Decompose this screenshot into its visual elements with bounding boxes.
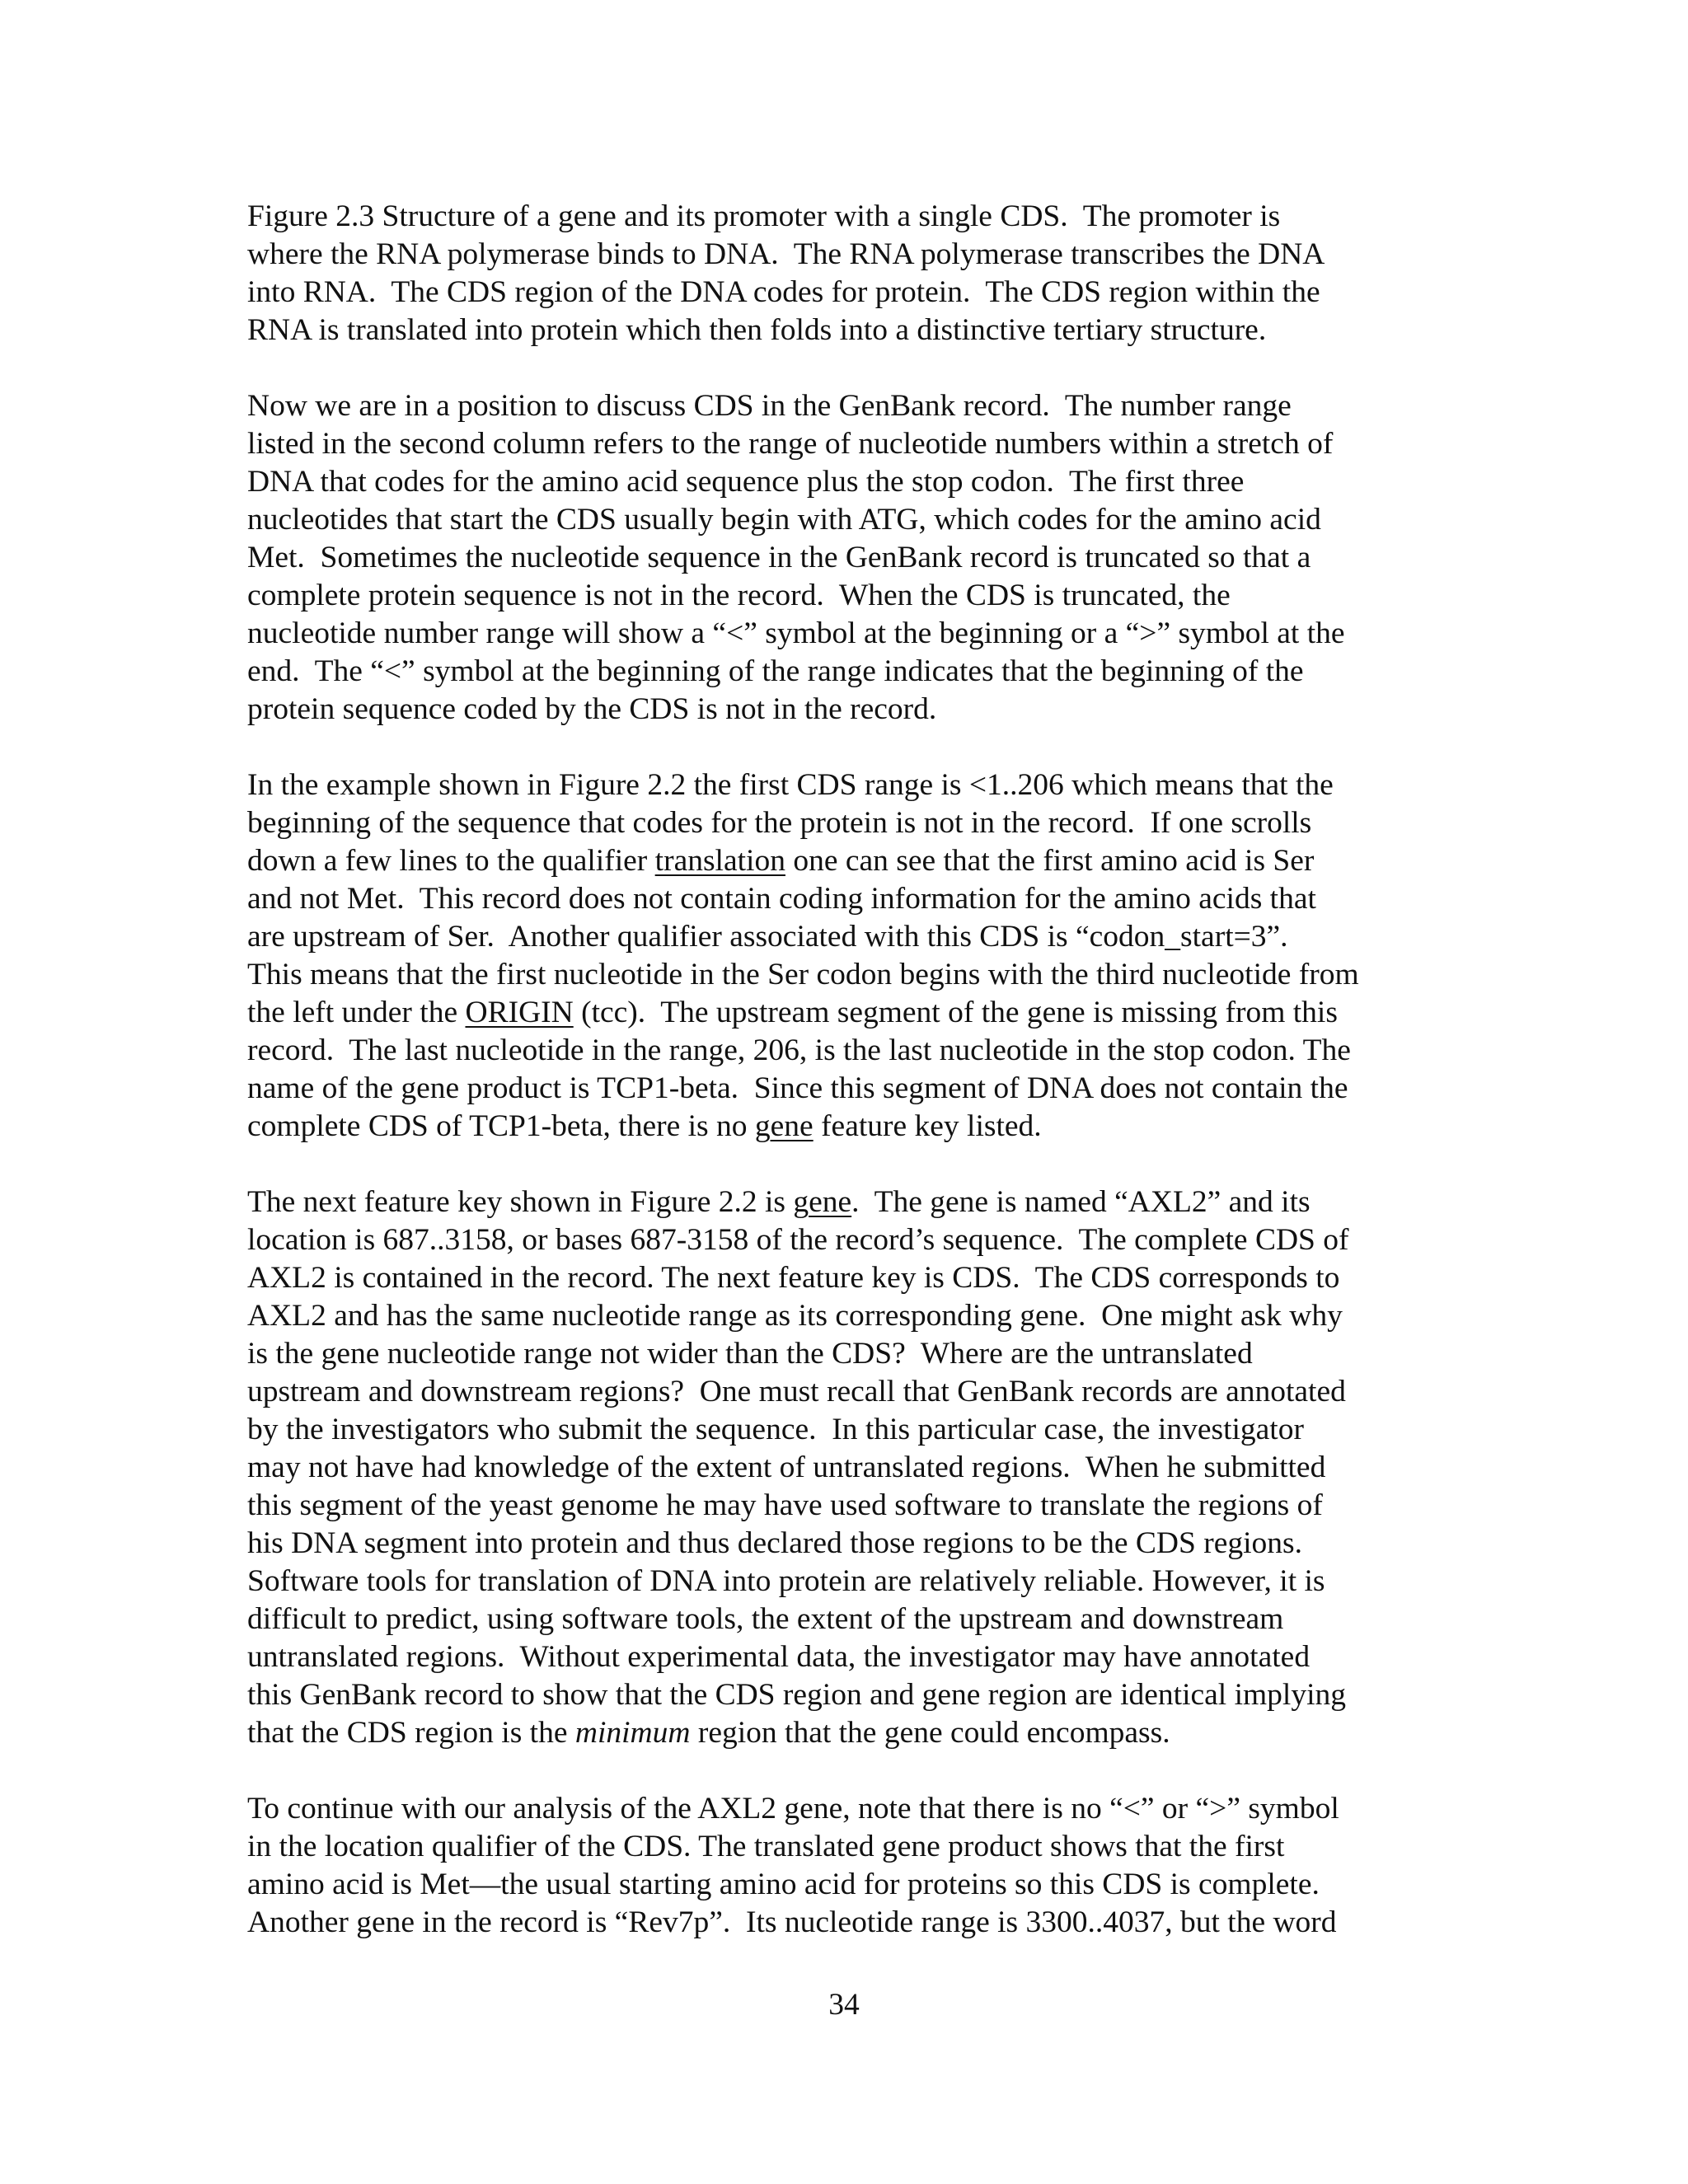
- text-segment: This means that the first nucleotide in the Ser codon begins with the third nucleotide from: [247, 958, 1359, 991]
- text-segment: complete protein sequence is not in the record. When the CDS is truncated, the: [247, 579, 1231, 612]
- text-line: [247, 387, 1434, 425]
- text-segment: region that the gene could encompass.: [690, 1716, 1170, 1750]
- text-line: [247, 994, 1434, 1032]
- text-line: [247, 1487, 1434, 1525]
- text-segment: that the CDS region is the: [247, 1716, 575, 1750]
- text-line: [247, 1032, 1434, 1070]
- text-line: [247, 1070, 1434, 1108]
- text-line: [247, 1866, 1434, 1904]
- text-segment: upstream and downstream regions? One must recall that GenBank records are annotated: [247, 1375, 1346, 1408]
- text-segment: by the investigators who submit the sequence. In this particular case, the investigator: [247, 1413, 1304, 1446]
- text-segment: into RNA. The CDS region of the DNA codes for protein. The CDS region within the: [247, 275, 1320, 309]
- text-segment: RNA is translated into protein which then folds into a distinctive tertiary structure.: [247, 313, 1267, 347]
- text-segment: Now we are in a position to discuss CDS in the GenBank record. The number range: [247, 389, 1292, 423]
- text-segment: this GenBank record to show that the CDS region and gene region are identical implying: [247, 1678, 1347, 1712]
- text-segment: AXL2 is contained in the record. The next feature key is CDS. The CDS corresponds to: [247, 1261, 1340, 1295]
- text-segment: one can see that the first amino acid is Ser: [785, 844, 1315, 878]
- text-segment: Another gene in the record is “Rev7p”. Its nucleotide range is 3300..4037, but the word: [247, 1905, 1337, 1939]
- text-line: [247, 804, 1434, 842]
- text-line: [247, 274, 1434, 312]
- text-line: [247, 1221, 1434, 1259]
- text-line: [247, 1183, 1434, 1221]
- text-line: [247, 1411, 1434, 1449]
- text-segment: feature key listed.: [813, 1109, 1042, 1143]
- text-segment: nucleotide number range will show a “<” symbol at the beginning or a “>” symbol at the: [247, 616, 1345, 650]
- paragraph-axl2-gene: [247, 1183, 1434, 1752]
- text-segment: To continue with our analysis of the AXL2 gene, note that there is no “<” or “>” symbol: [247, 1792, 1339, 1825]
- text-segment: are upstream of Ser. Another qualifier associated with this CDS is “codon_start=3”.: [247, 920, 1288, 954]
- text-segment: end. The “<” symbol at the beginning of the range indicates that the beginning of the: [247, 654, 1304, 688]
- text-line: [247, 1790, 1434, 1828]
- text-segment: untranslated regions. Without experimental data, the investigator may have annotated: [247, 1640, 1311, 1674]
- text-line: [247, 501, 1434, 539]
- text-line: [247, 1563, 1434, 1601]
- text-line: [247, 312, 1434, 349]
- paragraph-axl2-continued: [247, 1790, 1434, 1942]
- text-line: [247, 956, 1434, 994]
- text-line: [247, 236, 1434, 274]
- text-line: [247, 1525, 1434, 1563]
- text-segment: Met. Sometimes the nucleotide sequence in the GenBank record is truncated so that a: [247, 541, 1311, 574]
- text-segment: the left under the: [247, 996, 466, 1029]
- text-segment: is the gene nucleotide range not wider than the CDS? Where are the untranslated: [247, 1337, 1253, 1371]
- text-line: [247, 1904, 1434, 1942]
- text-line: [247, 1676, 1434, 1714]
- text-line: [247, 766, 1434, 804]
- text-segment: The next feature key shown in Figure 2.2 is: [247, 1185, 794, 1219]
- text-segment: record. The last nucleotide in the range, 206, is the last nucleotide in the stop codon. The: [247, 1033, 1351, 1067]
- paragraph-figure-caption: [247, 198, 1434, 349]
- text-line: [247, 1108, 1434, 1146]
- text-segment: may not have had knowledge of the extent of untranslated regions. When he submitted: [247, 1451, 1326, 1484]
- text-segment: name of the gene product is TCP1-beta. Since this segment of DNA does not contain the: [247, 1071, 1348, 1105]
- text-segment: AXL2 and has the same nucleotide range as its corresponding gene. One might ask why: [247, 1299, 1343, 1333]
- text-line: [247, 880, 1434, 918]
- paragraph-first-cds-example: [247, 766, 1434, 1146]
- text-segment: amino acid is Met—the usual starting amino acid for proteins so this CDS is complete.: [247, 1868, 1320, 1901]
- text-segment: down a few lines to the qualifier: [247, 844, 655, 878]
- text-line: [247, 1601, 1434, 1638]
- text-line: [247, 615, 1434, 653]
- page-number: 34: [828, 1988, 860, 2022]
- text-line: [247, 1449, 1434, 1487]
- text-line: [247, 1335, 1434, 1373]
- text-segment: complete CDS of TCP1-beta, there is no: [247, 1109, 755, 1143]
- text-line: [247, 691, 1434, 729]
- text-segment: listed in the second column refers to the range of nucleotide numbers within a stretch of: [247, 427, 1334, 461]
- text-line: [247, 577, 1434, 615]
- text-line: [247, 1259, 1434, 1297]
- text-segment: (tcc). The upstream segment of the gene is missing from this: [573, 996, 1338, 1029]
- text-line: [247, 1638, 1434, 1676]
- text-segment: . The gene is named “AXL2” and its: [851, 1185, 1311, 1219]
- text-segment: In the example shown in Figure 2.2 the first CDS range is <1..206 which means that the: [247, 768, 1334, 802]
- text-segment: nucleotides that start the CDS usually begin with ATG, which codes for the amino acid: [247, 503, 1321, 537]
- text-line: [247, 1714, 1434, 1752]
- text-line: [247, 463, 1434, 501]
- text-line: [247, 653, 1434, 691]
- text-segment: location is 687..3158, or bases 687-3158 of the record’s sequence. The complete CDS of: [247, 1223, 1349, 1257]
- text-segment: Figure 2.3 Structure of a gene and its promoter with a single CDS. The promoter is: [247, 199, 1281, 233]
- text-line: [247, 198, 1434, 236]
- underlined-term: ORIGIN: [465, 996, 574, 1029]
- text-line: [247, 1297, 1434, 1335]
- text-segment: difficult to predict, using software tools, the extent of the upstream and downstream: [247, 1602, 1284, 1636]
- text-line: [247, 842, 1434, 880]
- text-line: [247, 1828, 1434, 1866]
- paragraph-cds-intro: [247, 387, 1434, 729]
- italic-term: minimum: [574, 1716, 691, 1750]
- text-segment: DNA that codes for the amino acid sequence plus the stop codon. The first three: [247, 465, 1245, 499]
- text-line: [247, 539, 1434, 577]
- underlined-term: translation: [654, 844, 785, 878]
- text-line: [247, 918, 1434, 956]
- underlined-term: gene: [793, 1185, 852, 1219]
- text-segment: this segment of the yeast genome he may have used software to translate the regions of: [247, 1488, 1323, 1522]
- text-segment: in the location qualifier of the CDS. The translated gene product shows that the first: [247, 1830, 1285, 1863]
- text-segment: protein sequence coded by the CDS is not in the record.: [247, 692, 937, 726]
- text-line: [247, 1373, 1434, 1411]
- text-segment: and not Met. This record does not contain coding information for the amino acids that: [247, 882, 1316, 916]
- text-segment: his DNA segment into protein and thus declared those regions to be the CDS regions.: [247, 1526, 1302, 1560]
- text-segment: beginning of the sequence that codes for the protein is not in the record. If one scrolls: [247, 806, 1312, 840]
- text-segment: where the RNA polymerase binds to DNA. The RNA polymerase transcribes the DNA: [247, 237, 1325, 271]
- text-line: [247, 425, 1434, 463]
- text-segment: Software tools for translation of DNA into protein are relatively reliable. However, it is: [247, 1564, 1325, 1598]
- underlined-term: gene: [754, 1109, 814, 1143]
